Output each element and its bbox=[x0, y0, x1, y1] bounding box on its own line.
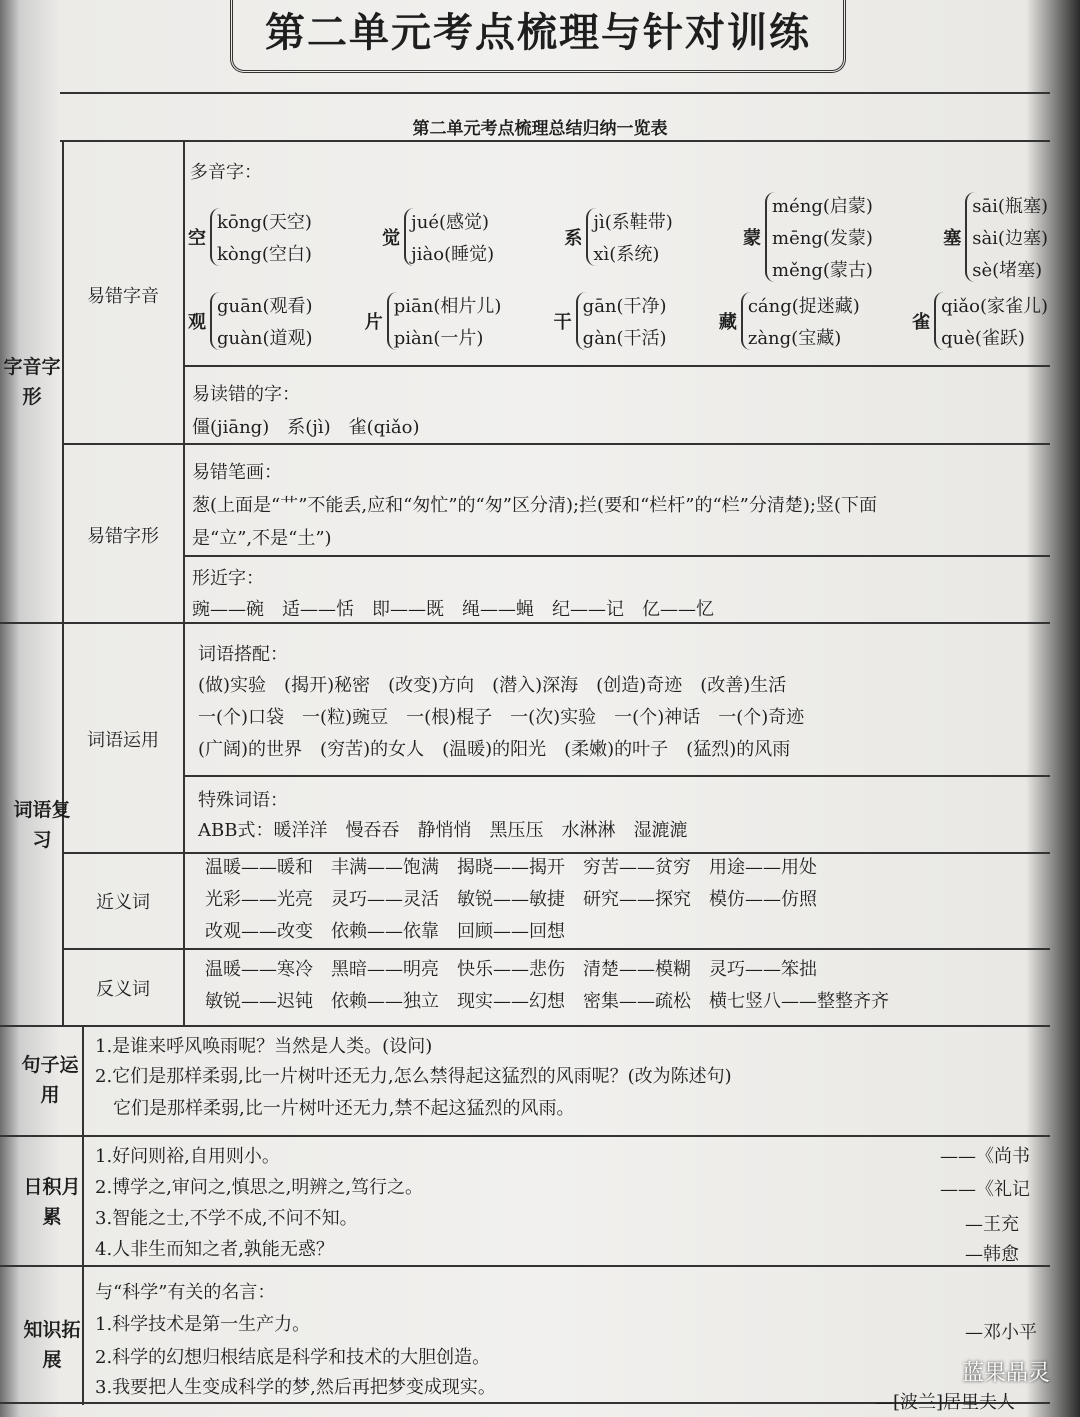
daily-line: 3.智能之士,不学不成,不问不知。 bbox=[95, 1208, 358, 1229]
divider bbox=[0, 1025, 1050, 1027]
knowledge-line: 2.科学的幻想归根结底是科学和技术的大胆创造。 bbox=[95, 1347, 491, 1368]
divider bbox=[183, 775, 1050, 777]
sub-cyyy: 词语运用 bbox=[87, 730, 159, 751]
daily-line: 4.人非生而知之者,孰能无惑？ bbox=[95, 1239, 334, 1260]
reading: gàn(干活) bbox=[582, 328, 667, 349]
sub-fyc: 反义词 bbox=[96, 979, 150, 1000]
sentence-line: 它们是那样柔弱,比一片树叶还无力,禁不起这猛烈的风雨。 bbox=[95, 1098, 575, 1119]
reading: cáng(捉迷藏) bbox=[747, 296, 860, 317]
reading: jué(感觉) bbox=[411, 212, 490, 233]
divider bbox=[62, 948, 1050, 950]
divider bbox=[60, 92, 1050, 94]
table-caption: 第二单元考点梳理总结归纳一览表 bbox=[412, 119, 668, 139]
reading: sāi(瓶塞) bbox=[972, 196, 1048, 217]
polyphone-group bbox=[554, 292, 667, 350]
reading-bracket bbox=[765, 192, 873, 282]
polyphone-char: 空 bbox=[188, 228, 206, 249]
reading: sài(边塞) bbox=[972, 228, 1048, 249]
reading: què(雀跃) bbox=[941, 328, 1025, 349]
polyphone-char: 雀 bbox=[912, 312, 931, 333]
reading: qiǎo(家雀儿) bbox=[941, 296, 1048, 317]
polyphone-group bbox=[564, 208, 672, 266]
reading: piān(相片儿) bbox=[393, 296, 502, 317]
reading-bracket bbox=[404, 208, 494, 266]
reading: jì(系鞋带) bbox=[593, 212, 673, 233]
sub-yczy: 易错字音 bbox=[87, 286, 159, 307]
reading: xì(系统) bbox=[593, 244, 660, 265]
divider bbox=[183, 365, 1050, 367]
polyphone-char: 塞 bbox=[943, 228, 962, 249]
reading-bracket bbox=[387, 292, 502, 350]
polyphone-row bbox=[188, 192, 1048, 282]
reading: gān(干净) bbox=[582, 296, 667, 317]
polyphone-group bbox=[943, 192, 1048, 282]
daily-source: ——《尚书 bbox=[940, 1146, 1030, 1167]
reading: měng(蒙古) bbox=[772, 260, 873, 281]
polyphone-char: 干 bbox=[553, 312, 572, 333]
divider bbox=[0, 622, 1050, 624]
antonym-line: 温暖——寒冷 黑暗——明亮 快乐——悲伤 清楚——模糊 灵巧——笨拙 bbox=[205, 959, 817, 980]
polyphone-group bbox=[188, 208, 312, 266]
polyphone-group bbox=[382, 208, 494, 266]
knowledge-line: 1.科学技术是第一生产力。 bbox=[95, 1314, 311, 1335]
watermark: 蓝果晶灵 bbox=[961, 1361, 1050, 1386]
reading: kōng(天空) bbox=[217, 212, 312, 233]
sub-jyc: 近义词 bbox=[96, 892, 150, 913]
reading: kòng(空白) bbox=[217, 244, 312, 265]
polyphone-char: 系 bbox=[564, 228, 583, 249]
reading-bracket bbox=[210, 208, 312, 266]
divider bbox=[183, 555, 1050, 557]
polyphone-group bbox=[912, 292, 1048, 350]
sub-yczx: 易错字形 bbox=[87, 526, 159, 547]
daily-line: 2.博学之,审问之,慎思之,明辨之,笃行之。 bbox=[95, 1177, 424, 1198]
collocation-label: 词语搭配： bbox=[198, 644, 288, 665]
reading: zàng(宝藏) bbox=[747, 328, 842, 349]
polyphone-group bbox=[365, 292, 502, 350]
polyphone-group bbox=[188, 292, 312, 350]
knowledge-source: —邓小平 bbox=[965, 1322, 1037, 1343]
misread-label: 易读错的字： bbox=[192, 384, 300, 405]
synonym-line: 温暖——暖和 丰满——饱满 揭晓——揭开 穷苦——贫穷 用途——用处 bbox=[205, 857, 817, 878]
section-rjyl: 日积月累 bbox=[23, 1176, 81, 1228]
reading: jiào(睡觉) bbox=[411, 244, 495, 265]
collocation-line: (广阔)的世界 (穷苦)的女人 (温暖)的阳光 (柔嫩)的叶子 (猛烈)的风雨 bbox=[198, 739, 791, 760]
daily-line: 1.好问则裕,自用则小。 bbox=[95, 1146, 280, 1167]
reading: sè(堵塞) bbox=[972, 260, 1043, 281]
antonym-line: 敏锐——迟钝 依赖——独立 现实——幻想 密集——疏松 横七竖八——整整齐齐 bbox=[205, 991, 889, 1012]
reading-bracket bbox=[741, 292, 860, 350]
reading: méng(启蒙) bbox=[772, 196, 873, 217]
knowledge-line: 3.我要把人生变成科学的梦,然后再把梦变成现实。 bbox=[95, 1377, 496, 1398]
reading: guàn(道观) bbox=[217, 328, 313, 349]
polyphone-char: 觉 bbox=[382, 228, 401, 249]
divider bbox=[60, 140, 1050, 142]
polyphone-group bbox=[743, 192, 873, 282]
divider bbox=[0, 1265, 1050, 1267]
similar-text: 豌——碗 适——恬 即——既 绳——蝇 纪——记 亿——忆 bbox=[192, 599, 714, 620]
misread-text: 僵(jiāng) 系(jì) 雀(qiǎo) bbox=[192, 417, 420, 438]
similar-label: 形近字： bbox=[192, 568, 264, 589]
reading: guān(观看) bbox=[217, 296, 313, 317]
daily-source: ——《礼记 bbox=[940, 1179, 1030, 1200]
knowledge-source: —[波兰]居里夫人 bbox=[875, 1392, 1016, 1413]
page-title: 第二单元考点梳理与针对训练 bbox=[230, 0, 846, 73]
divider bbox=[0, 1135, 1050, 1137]
reading: piàn(一片) bbox=[393, 328, 484, 349]
divider bbox=[62, 443, 1050, 445]
polyphone-char: 观 bbox=[188, 312, 206, 333]
strokes-label: 易错笔画： bbox=[192, 462, 282, 483]
sentence-line: 1.是谁来呼风唤雨呢？当然是人类。(设问) bbox=[95, 1036, 433, 1057]
special-label: 特殊词语： bbox=[198, 790, 288, 811]
reading-bracket bbox=[210, 292, 312, 350]
divider bbox=[82, 1025, 84, 1405]
reading-bracket bbox=[934, 292, 1048, 350]
polyphone-char: 片 bbox=[364, 312, 383, 333]
strokes-line1: 葱(上面是“艹”不能丢,应和“匆忙”的“匆”区分清);拦(要和“栏杆”的“栏”分清楚);竖(下面 bbox=[192, 495, 877, 516]
polyphone-char: 蒙 bbox=[743, 228, 762, 249]
daily-source: —韩愈 bbox=[965, 1244, 1019, 1265]
section-zstz: 知识拓展 bbox=[23, 1319, 81, 1371]
polyphone-char: 藏 bbox=[718, 312, 737, 333]
special-text: ABB式：暖洋洋 慢吞吞 静悄悄 黑压压 水淋淋 湿漉漉 bbox=[198, 820, 688, 841]
strokes-line2: 是“立”,不是“土”) bbox=[192, 528, 332, 549]
section-jzyy: 句子运用 bbox=[21, 1054, 79, 1106]
synonym-line: 改观——改变 依赖——依靠 回顾——回想 bbox=[205, 921, 565, 942]
reading-bracket bbox=[586, 208, 672, 266]
reading: mēng(发蒙) bbox=[772, 228, 873, 249]
collocation-line: (做)实验 (揭开)秘密 (改变)方向 (潜入)深海 (创造)奇迹 (改善)生活 bbox=[198, 675, 787, 696]
section-zyzx: 字音字形 bbox=[3, 356, 61, 408]
polyphone-row bbox=[188, 292, 1048, 350]
polyphone-group bbox=[719, 292, 860, 350]
synonym-line: 光彩——光亮 灵巧——灵活 敏锐——敏捷 研究——探究 模仿——仿照 bbox=[205, 889, 817, 910]
reading-bracket bbox=[965, 192, 1048, 282]
knowledge-label: 与“科学”有关的名言： bbox=[95, 1282, 276, 1303]
polyphones-label: 多音字： bbox=[190, 162, 262, 183]
daily-source: —王充 bbox=[965, 1214, 1019, 1235]
reading-bracket bbox=[576, 292, 667, 350]
collocation-line: 一(个)口袋 一(粒)豌豆 一(根)棍子 一(次)实验 一(个)神话 一(个)奇迹 bbox=[198, 707, 805, 728]
sentence-line: 2.它们是那样柔弱,比一片树叶还无力,怎么禁得起这猛烈的风雨呢？(改为陈述句) bbox=[95, 1066, 732, 1087]
section-cyfx: 词语复习 bbox=[13, 799, 71, 851]
